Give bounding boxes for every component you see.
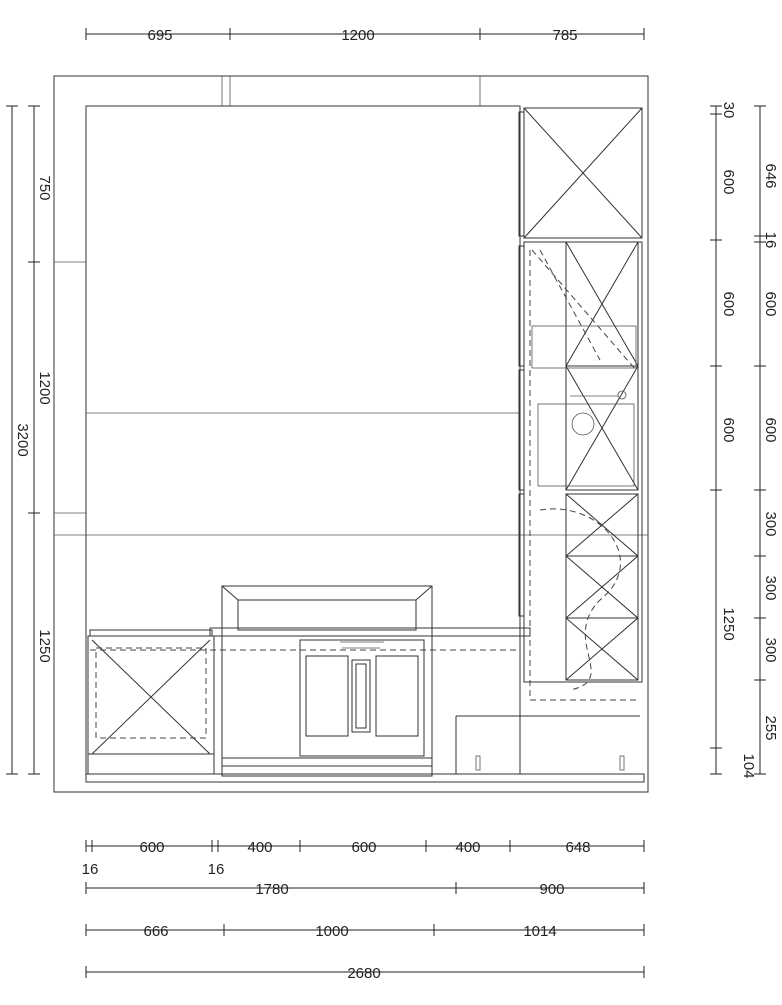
appliance-knob — [572, 413, 594, 435]
dimension-right — [710, 102, 779, 779]
oven-door-right — [376, 656, 418, 736]
cooktop-unit-frame — [222, 586, 432, 776]
dim-label: 646 — [762, 163, 779, 189]
dim-label: 255 — [762, 715, 779, 741]
dim-label: 666 — [143, 923, 169, 940]
tall-hidden-line — [530, 250, 640, 700]
dim-label: 695 — [147, 27, 173, 44]
oven-niche — [532, 326, 636, 368]
dimension-bottom-row4 — [86, 965, 644, 982]
dimension-bottom-row3 — [86, 923, 644, 940]
dim-label: 750 — [36, 175, 53, 201]
dimension-bottom-row1 — [82, 839, 644, 878]
hood-bevel-left — [222, 586, 238, 600]
room-outer-outline — [54, 76, 648, 792]
right-base-foot-1 — [476, 756, 480, 770]
dim-label: 1000 — [315, 923, 349, 940]
dimension-top — [86, 27, 644, 44]
dim-label: 600 — [762, 417, 779, 443]
hood-unit — [238, 600, 416, 630]
dim-label: 400 — [247, 839, 273, 856]
dim-label: 785 — [552, 27, 578, 44]
dim-label: 1250 — [720, 607, 737, 641]
dim-label: 900 — [539, 881, 565, 898]
dim-label-small: 16 — [207, 861, 225, 878]
oven-center-panel — [352, 660, 370, 732]
dimension-left — [6, 106, 53, 774]
dim-label: 16 — [762, 231, 779, 249]
dim-label: 648 — [565, 839, 591, 856]
dim-label: 30 — [720, 101, 737, 119]
appliance-knob-small — [618, 391, 626, 399]
dim-label: 3200 — [14, 423, 31, 457]
oven-center-inset — [356, 664, 366, 728]
tall-cabinet-body — [524, 242, 642, 682]
floor-plinth — [86, 774, 644, 782]
dim-label: 300 — [762, 511, 779, 537]
hood-bevel-right — [416, 586, 432, 600]
dim-label: 1014 — [523, 923, 557, 940]
room-inner-wall — [86, 106, 520, 774]
dim-label: 1200 — [36, 371, 53, 405]
right-base-foot-2 — [620, 756, 624, 770]
oven-front — [300, 640, 424, 756]
left-base-cabinet — [88, 636, 214, 774]
dim-label: 104 — [740, 753, 757, 779]
dim-label: 600 — [351, 839, 377, 856]
dim-label: 300 — [762, 575, 779, 601]
dim-label: 600 — [720, 417, 737, 443]
dim-label: 1780 — [255, 881, 289, 898]
dim-label-small: 16 — [81, 861, 99, 878]
dim-label: 2680 — [347, 965, 381, 982]
dim-label: 600 — [139, 839, 165, 856]
dim-label: 600 — [762, 291, 779, 317]
oven-door-left — [306, 656, 348, 736]
door-swing-curve — [540, 509, 620, 690]
dim-label: 300 — [762, 637, 779, 663]
left-base-hidden — [96, 648, 206, 738]
dim-label: 1250 — [36, 629, 53, 663]
dimension-bottom-row2 — [86, 881, 644, 898]
dim-label: 400 — [455, 839, 481, 856]
left-countertop — [90, 630, 212, 636]
main-countertop — [210, 628, 530, 636]
dim-label: 600 — [720, 291, 737, 317]
tall-hinge-lines — [532, 250, 636, 370]
dim-label: 1200 — [341, 27, 375, 44]
dim-label: 600 — [720, 169, 737, 195]
microwave-niche — [538, 404, 634, 486]
